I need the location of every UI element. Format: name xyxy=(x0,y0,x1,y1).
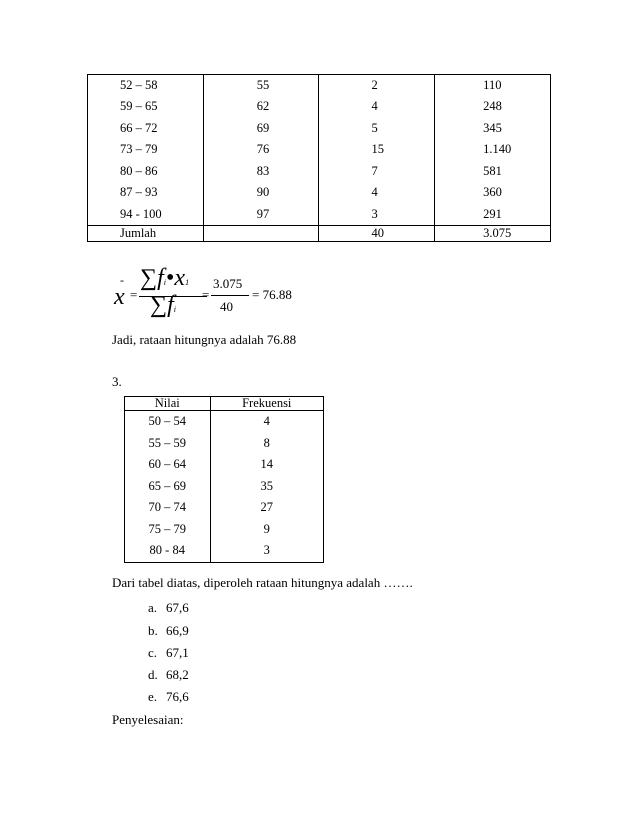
mean-formula xyxy=(112,265,372,328)
table-cell: 87 – 93 xyxy=(88,182,204,204)
table-cell: 60 – 64 xyxy=(125,454,211,476)
option-letter: d. xyxy=(148,667,158,682)
table-cell: 70 – 74 xyxy=(125,497,211,519)
table-cell: 40 xyxy=(319,225,435,241)
table-row xyxy=(88,204,551,226)
bar-mark: - xyxy=(120,273,124,287)
formula-lhs: x xyxy=(114,284,125,310)
table-cell: 69 xyxy=(203,118,319,140)
table-row xyxy=(88,161,551,183)
table-cell: 3 xyxy=(319,204,435,226)
column-header-nilai: Nilai xyxy=(125,397,211,411)
option-letter: a. xyxy=(148,600,158,615)
option-d xyxy=(148,667,189,683)
option-e xyxy=(148,689,189,705)
table-cell: 8 xyxy=(210,433,323,455)
table-cell: 55 – 59 xyxy=(125,433,211,455)
formula-dot: • xyxy=(166,265,175,291)
table-cell: 55 xyxy=(203,75,319,97)
option-value: 67,1 xyxy=(166,645,189,660)
table-cell: 248 xyxy=(435,96,551,118)
table-cell: 291 xyxy=(435,204,551,226)
table-cell: 360 xyxy=(435,182,551,204)
table-cell: 73 – 79 xyxy=(88,139,204,161)
table-cell: 52 – 58 xyxy=(88,75,204,97)
option-value: 67,6 xyxy=(166,600,189,615)
table-cell: 62 xyxy=(203,96,319,118)
table-cell: 2 xyxy=(319,75,435,97)
question-text: Dari tabel diatas, diperoleh rataan hitungnya adalah ……. xyxy=(112,575,413,590)
table-cell: 14 xyxy=(210,454,323,476)
table-cell: 345 xyxy=(435,118,551,140)
frequency-table-2 xyxy=(124,396,324,563)
sum-symbol: ∑ xyxy=(140,265,158,291)
table-cell: 15 xyxy=(319,139,435,161)
table-row xyxy=(88,182,551,204)
table-row xyxy=(125,411,324,433)
conclusion-text: Jadi, rataan hitungnya adalah 76.88 xyxy=(112,332,297,347)
table-header-row xyxy=(125,397,324,411)
equals-sign: = xyxy=(130,287,138,302)
table-cell: 27 xyxy=(210,497,323,519)
option-value: 66,9 xyxy=(166,623,189,638)
option-value: 76,6 xyxy=(166,689,189,704)
table-cell: 59 – 65 xyxy=(88,96,204,118)
table-cell: 35 xyxy=(210,476,323,498)
formula-sub-i: i xyxy=(163,278,167,287)
table-row xyxy=(88,139,551,161)
fraction-line xyxy=(211,295,249,296)
table-row xyxy=(125,497,324,519)
table-row xyxy=(125,476,324,498)
option-letter: e. xyxy=(148,689,158,704)
table-row xyxy=(125,519,324,541)
table-cell: 80 - 84 xyxy=(125,540,211,562)
formula-result: = 76.88 xyxy=(252,287,292,302)
formula-f: f xyxy=(167,292,174,318)
formula-x: x xyxy=(174,265,186,291)
table-cell: 3 xyxy=(210,540,323,562)
table-cell: 1.140 xyxy=(435,139,551,161)
formula-f: f xyxy=(157,265,164,291)
table-row xyxy=(88,75,551,97)
table-row xyxy=(125,433,324,455)
table-cell: 5 xyxy=(319,118,435,140)
table-cell: 9 xyxy=(210,519,323,541)
option-a xyxy=(148,600,189,616)
table-cell: 94 - 100 xyxy=(88,204,204,226)
solution-label: Penyelesaian: xyxy=(112,712,184,727)
table-cell: 3.075 xyxy=(435,225,551,241)
table-row xyxy=(125,454,324,476)
table-cell: 90 xyxy=(203,182,319,204)
table-cell: 75 – 79 xyxy=(125,519,211,541)
table-cell: 83 xyxy=(203,161,319,183)
option-letter: b. xyxy=(148,623,158,638)
table-cell: 4 xyxy=(319,182,435,204)
frequency-table-1 xyxy=(87,74,551,242)
table-cell: 581 xyxy=(435,161,551,183)
table-cell: 66 – 72 xyxy=(88,118,204,140)
table-cell: 50 – 54 xyxy=(125,411,211,433)
sum-symbol: ∑ xyxy=(150,292,168,318)
table-cell: 4 xyxy=(319,96,435,118)
fraction-numerator: 3.075 xyxy=(213,276,243,291)
table-cell xyxy=(203,225,319,241)
question-number: 3. xyxy=(112,374,122,389)
option-b xyxy=(148,623,189,639)
formula-denominator xyxy=(150,292,176,319)
table-cell: 65 – 69 xyxy=(125,476,211,498)
table-cell: 110 xyxy=(435,75,551,97)
option-value: 68,2 xyxy=(166,667,189,682)
table-cell: 80 – 86 xyxy=(88,161,204,183)
table-cell: Jumlah xyxy=(88,225,204,241)
option-letter: c. xyxy=(148,645,158,660)
formula-sub-i: i xyxy=(173,305,177,314)
table-cell: 97 xyxy=(203,204,319,226)
column-header-frekuensi: Frekuensi xyxy=(210,397,323,411)
table-row xyxy=(88,118,551,140)
table-total-row xyxy=(88,225,551,241)
table-cell: 76 xyxy=(203,139,319,161)
equals-sign: = xyxy=(202,287,210,302)
formula-numerator xyxy=(140,265,189,292)
fraction-denominator: 40 xyxy=(220,299,233,314)
table-cell: 4 xyxy=(210,411,323,433)
formula-sub-1: 1 xyxy=(185,278,190,287)
table-row xyxy=(88,96,551,118)
option-c xyxy=(148,645,189,661)
table-row xyxy=(125,540,324,562)
table-cell: 7 xyxy=(319,161,435,183)
